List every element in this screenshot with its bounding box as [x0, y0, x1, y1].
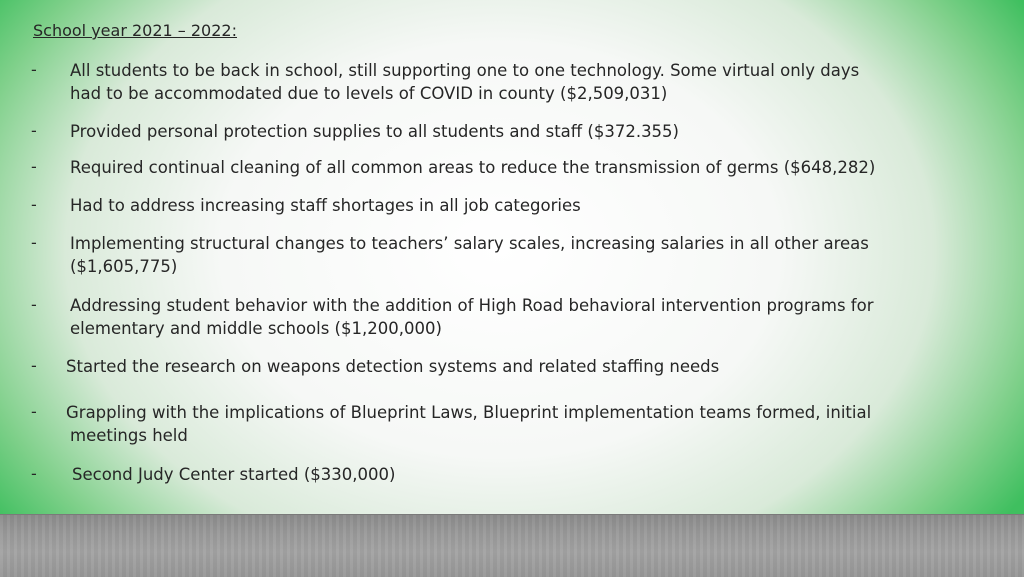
bullet-marker: - [31, 60, 37, 79]
bullet-text-line: Started the research on weapons detection systems and related staffing needs [66, 357, 720, 376]
bullet-text-line: had to be accommodated due to levels of COVID in county ($2,509,031) [70, 84, 668, 103]
bullet-marker: - [31, 464, 37, 483]
floor-texture [0, 514, 1024, 577]
bullet-marker: - [31, 157, 37, 176]
bullet-marker: - [31, 402, 37, 421]
bullet-text-line: Grappling with the implications of Blueprint Laws, Blueprint implementation teams formed, initial [66, 403, 872, 422]
bullet-text-line: Provided personal protection supplies to all students and staff ($372.355) [70, 122, 679, 141]
bullet-marker: - [31, 233, 37, 252]
bullet-text-line: Required continual cleaning of all common areas to reduce the transmission of germs ($648,282) [70, 158, 876, 177]
bullet-text-line: Implementing structural changes to teachers’ salary scales, increasing salaries in all other areas [70, 234, 869, 253]
bullet-text-line: meetings held [70, 426, 188, 445]
bullet-text-line: Addressing student behavior with the addition of High Road behavioral intervention programs for [70, 296, 874, 315]
bullet-marker: - [31, 195, 37, 214]
slide-heading: School year 2021 – 2022: [33, 21, 237, 40]
bullet-marker: - [31, 295, 37, 314]
bullet-text-line: All students to be back in school, still supporting one to one technology. Some virtual only days [70, 61, 860, 80]
bullet-text-line: Second Judy Center started ($330,000) [72, 465, 396, 484]
bullet-marker: - [31, 356, 37, 375]
bullet-marker: - [31, 121, 37, 140]
bullet-text-line: elementary and middle schools ($1,200,000) [70, 319, 442, 338]
bullet-text-line: Had to address increasing staff shortages in all job categories [70, 196, 581, 215]
bullet-text-line: ($1,605,775) [70, 257, 178, 276]
